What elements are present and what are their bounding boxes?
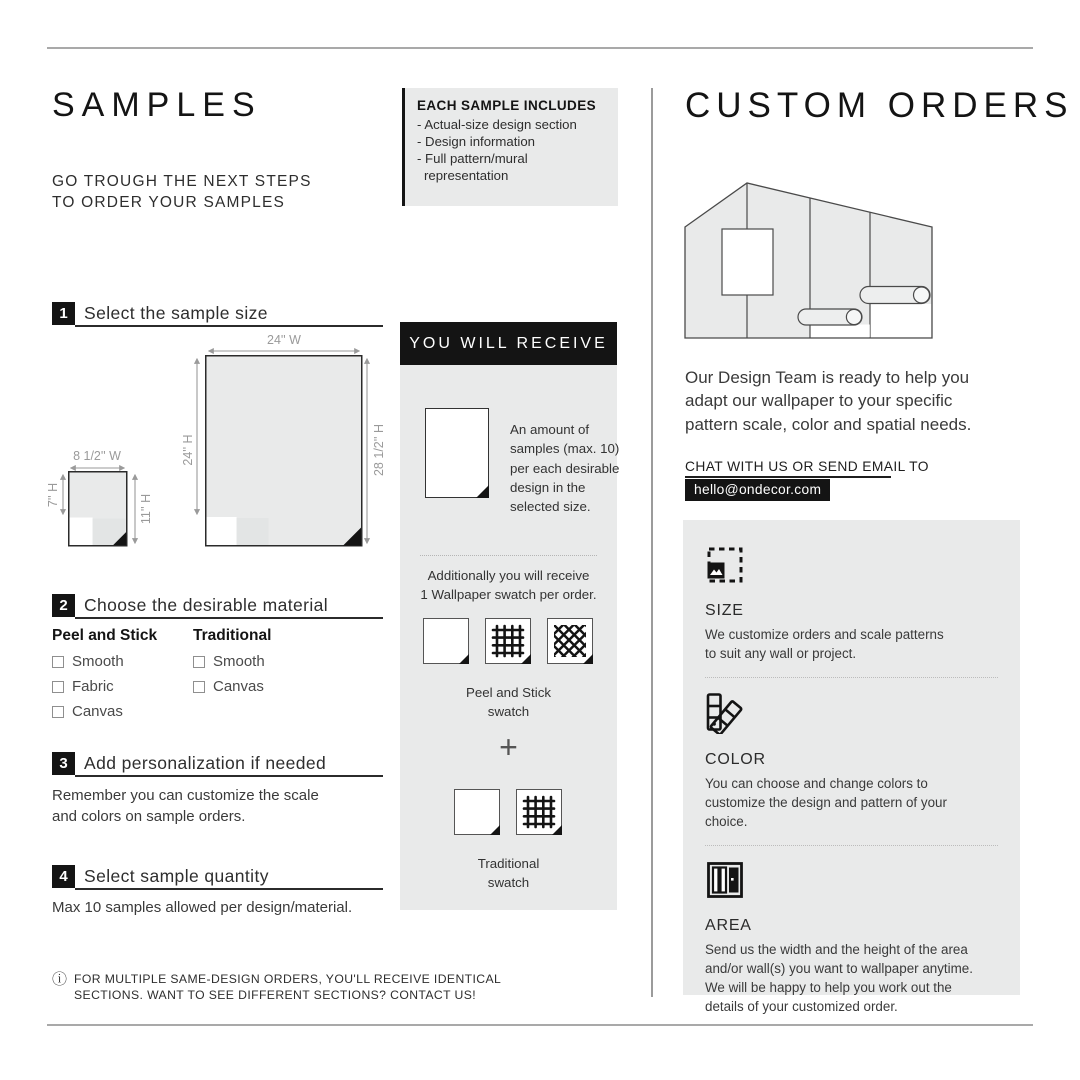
sample-size-diagram xyxy=(45,330,390,555)
option-label: Smooth xyxy=(213,653,265,670)
includes-item: - Design information xyxy=(417,133,536,149)
text-line: Remember you can customize the scale xyxy=(52,787,319,804)
text-line: Additionally you will receive xyxy=(427,568,590,583)
size-title: SIZE xyxy=(705,602,744,619)
you-will-receive-panel xyxy=(400,365,620,910)
step-1-number: 1 xyxy=(52,302,75,325)
dim-label-85w: 8 1/2'' W xyxy=(73,449,121,463)
footer-note xyxy=(52,971,501,1004)
option-row xyxy=(193,653,271,670)
bottom-rule xyxy=(47,1024,1033,1026)
dim-label-24w: 24'' W xyxy=(267,333,301,347)
includes-item: - Full pattern/mural xyxy=(417,150,528,166)
footer-line: FOR MULTIPLE SAME-DESIGN ORDERS, YOU'LL RECEIVE IDENTICAL xyxy=(74,972,502,986)
text-line: details of your customized order. xyxy=(705,999,898,1015)
includes-item: - Actual-size design section xyxy=(417,117,577,132)
swatch-grid xyxy=(485,618,531,664)
text-line: selected size. xyxy=(510,499,591,515)
text-line: and/or wall(s) you want to wallpaper anytime. xyxy=(705,961,973,977)
text-line: We customize orders and scale patterns xyxy=(705,627,944,642)
color-text xyxy=(705,774,998,831)
option-row xyxy=(193,678,271,695)
text-line: Send us the width and the height of the area xyxy=(705,942,968,958)
subtitle-line: TO ORDER YOUR SAMPLES xyxy=(52,194,286,212)
dotted-divider xyxy=(420,555,597,556)
peel-swatch-row xyxy=(423,618,593,664)
step-4 xyxy=(52,865,383,889)
text-line: Traditional xyxy=(477,856,540,871)
step-2-title: Choose the desirable material xyxy=(84,595,329,615)
option-label: Smooth xyxy=(72,653,124,670)
swatch-crosshatch xyxy=(547,618,593,664)
text-line: We will be happy to help you work out the xyxy=(705,980,952,996)
checkbox-peel-smooth[interactable] xyxy=(52,656,64,668)
peel-and-stick-options xyxy=(52,627,157,720)
wallpaper-wall-illustration xyxy=(680,180,936,342)
chat-label: CHAT WITH US OR SEND EMAIL TO xyxy=(685,459,929,474)
step-underline xyxy=(75,617,383,619)
area-title: AREA xyxy=(705,917,752,935)
text-line: adapt our wallpaper to your specific xyxy=(685,391,953,411)
text-line: You can choose and change colors to xyxy=(705,776,928,792)
fold-corner xyxy=(552,825,562,835)
checkbox-peel-canvas[interactable] xyxy=(52,706,64,718)
fold-corner xyxy=(476,485,489,498)
color-icon xyxy=(705,692,749,734)
text-line: design in the xyxy=(510,479,586,495)
text-line: per each desirable xyxy=(510,460,620,476)
text-line: and colors on sample orders. xyxy=(52,808,246,825)
traditional-heading: Traditional xyxy=(193,627,272,644)
option-label: Canvas xyxy=(72,703,123,720)
column-divider xyxy=(651,88,653,997)
text-line: 1 Wallpaper swatch per order. xyxy=(420,587,597,603)
step-3-title: Add personalization if needed xyxy=(84,753,327,773)
top-rule xyxy=(47,47,1033,49)
size-icon xyxy=(705,545,745,585)
footer-line: SECTIONS. WANT TO SEE DIFFERENT SECTIONS? CONTACT US! xyxy=(74,988,477,1003)
design-team-intro xyxy=(685,366,971,436)
sample-note xyxy=(510,420,619,516)
dim-label-11h: 11'' H xyxy=(139,493,153,525)
dotted-divider xyxy=(705,677,998,678)
step-2 xyxy=(52,594,383,618)
option-row xyxy=(52,678,157,695)
text-line: Our Design Team is ready to help you xyxy=(685,368,970,387)
fold-corner xyxy=(490,825,500,835)
fold-corner xyxy=(521,654,531,664)
area-icon xyxy=(705,860,745,900)
step-3-text xyxy=(52,785,319,827)
peel-and-stick-heading: Peel and Stick xyxy=(52,627,158,644)
area-text xyxy=(705,940,998,1016)
includes-title: EACH SAMPLE INCLUDES xyxy=(417,98,597,113)
size-text xyxy=(705,625,998,663)
step-4-text: Max 10 samples allowed per design/material. xyxy=(52,899,353,916)
dim-label-24h: 24'' H xyxy=(181,434,195,466)
checkbox-traditional-canvas[interactable] xyxy=(193,681,205,693)
step-1 xyxy=(52,302,383,326)
you-will-receive-header: YOU WILL RECEIVE xyxy=(400,322,617,365)
step-4-title: Select sample quantity xyxy=(84,866,269,886)
text-line: to suit any wall or project. xyxy=(705,646,857,662)
step-3 xyxy=(52,752,383,776)
option-row xyxy=(52,703,157,720)
dim-label-7h: 7'' H xyxy=(46,482,60,508)
swatch-grid xyxy=(516,789,562,835)
custom-orders-panel xyxy=(683,520,1020,1015)
text-line: customize the design and pattern of your xyxy=(705,795,947,811)
window-rect xyxy=(722,229,773,295)
subtitle-line: GO TROUGH THE NEXT STEPS xyxy=(52,173,312,190)
sample-sheet-illustration xyxy=(425,408,489,498)
checkbox-traditional-smooth[interactable] xyxy=(193,656,205,668)
samples-subtitle xyxy=(52,171,312,214)
text-line: choice. xyxy=(705,814,748,830)
peel-swatch-label xyxy=(400,683,617,722)
step-underline xyxy=(75,325,383,327)
custom-orders-title: CUSTOM ORDERS xyxy=(685,86,1074,125)
fold-corner xyxy=(459,654,469,664)
traditional-swatch-label xyxy=(400,854,617,893)
text-line: swatch xyxy=(487,704,530,720)
step-3-number: 3 xyxy=(52,752,75,775)
step-2-number: 2 xyxy=(52,594,75,617)
step-underline xyxy=(75,888,383,890)
swatch-blank xyxy=(454,789,500,835)
additional-note xyxy=(400,566,617,605)
text-line: samples (max. 10) xyxy=(510,441,620,457)
samples-title: SAMPLES xyxy=(52,86,262,124)
step-1-title: Select the sample size xyxy=(84,303,268,323)
text-line: swatch xyxy=(487,875,530,891)
plus-icon: + xyxy=(499,729,518,765)
option-label: Fabric xyxy=(72,678,114,695)
text-line: pattern scale, color and spatial needs. xyxy=(685,414,972,434)
swatch-blank xyxy=(423,618,469,664)
text-line: Peel and Stick xyxy=(465,685,551,700)
info-icon: ⓘ xyxy=(52,971,68,988)
dotted-divider xyxy=(705,845,998,846)
chat-underline xyxy=(685,476,891,478)
checkbox-peel-fabric[interactable] xyxy=(52,681,64,693)
each-sample-includes-box xyxy=(402,88,618,206)
step-4-number: 4 xyxy=(52,865,75,888)
color-title: COLOR xyxy=(705,751,766,769)
traditional-swatch-row xyxy=(454,789,562,835)
traditional-options xyxy=(193,627,271,695)
includes-item: representation xyxy=(424,167,509,183)
text-line: An amount of xyxy=(510,422,590,437)
option-row xyxy=(52,653,157,670)
step-underline xyxy=(75,775,383,777)
option-label: Canvas xyxy=(213,678,264,695)
dim-label-28h: 28 1/2'' H xyxy=(372,423,386,477)
email-link[interactable]: hello@ondecor.com xyxy=(685,479,830,501)
fold-corner xyxy=(583,654,593,664)
